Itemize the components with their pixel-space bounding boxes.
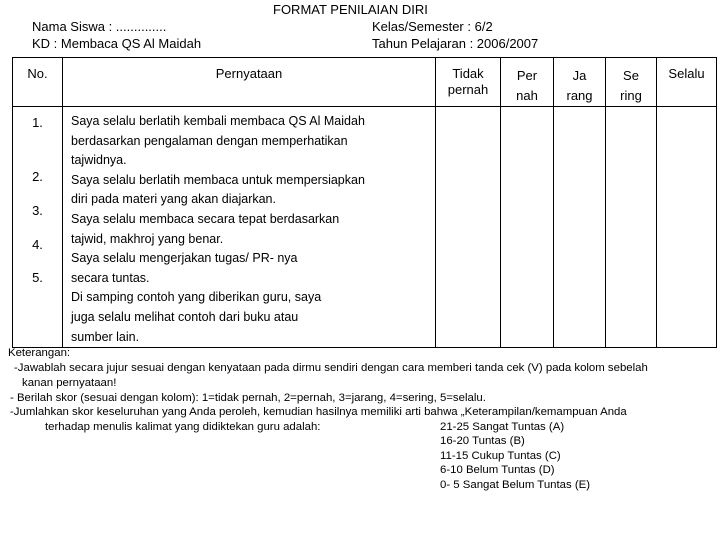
column-header-pernah: Per nah — [501, 58, 554, 107]
kelas-semester-label: Kelas/Semester : 6/2 — [372, 19, 493, 34]
column-header-jarang: Ja rang — [554, 58, 606, 107]
form-title: FORMAT PENILAIAN DIRI — [273, 2, 428, 17]
keterangan-line: kanan pernyataan! — [22, 377, 117, 389]
kd-label: KD : Membaca QS Al Maidah — [32, 36, 202, 51]
statement-line: sumber lain. — [71, 329, 140, 344]
statement-line: Saya selalu berlatih kembali membaca QS Al Maidah — [71, 114, 365, 128]
column-header-pernyataan: Pernyataan — [63, 58, 436, 107]
score-range: 0- 5 Sangat Belum Tuntas (E) — [440, 479, 591, 491]
score-range: 6-10 Belum Tuntas (D) — [440, 464, 555, 476]
score-range: 11-15 Cukup Tuntas (C) — [440, 450, 561, 462]
column-header-sering: Se ring — [606, 58, 657, 107]
item-number: 4. — [32, 237, 43, 252]
statement-line: Saya selalu berlatih membaca untuk mempersiapkan — [71, 172, 365, 187]
checkbox-cell-pernah[interactable] — [501, 107, 554, 348]
statement-line: juga selalu melihat contoh dari buku atau — [71, 309, 299, 324]
checkbox-cell-selalu[interactable] — [657, 107, 717, 348]
column-header-selalu: Selalu — [657, 58, 717, 107]
column-header-tidak-pernah: Tidak pernah — [436, 58, 501, 107]
statement-line: diri pada materi yang akan diajarkan. — [71, 192, 276, 207]
tahun-pelajaran-label: Tahun Pelajaran : 2006/2007 — [372, 36, 539, 51]
column-header-no: No. — [13, 58, 63, 107]
statement-line: tajwidnya. — [71, 153, 127, 168]
statement-line: tajwid, makhroj yang benar. — [71, 231, 224, 246]
item-number: 3. — [32, 203, 43, 218]
statement-line: Di samping contoh yang diberikan guru, saya — [71, 290, 322, 305]
statement-cell — [63, 107, 436, 348]
keterangan-line: terhadap menulis kalimat yang didiktekan guru adalah: — [45, 421, 321, 433]
checkbox-cell-tidak-pernah[interactable] — [436, 107, 501, 348]
item-number: 1. — [32, 115, 43, 130]
nama-siswa-field: Nama Siswa : .............. — [32, 19, 167, 34]
statement-line: berdasarkan pengalaman dengan memperhatikan — [71, 133, 348, 148]
item-number: 2. — [32, 169, 43, 184]
statement-line: secara tuntas. — [71, 270, 150, 285]
keterangan-line: -Jawablah secara jujur sesuai dengan kenyataan pada dirmu sendiri dengan cara memberi tanda cek (V) pada kolom sebelah — [14, 362, 648, 374]
keterangan-line: -Jumlahkan skor keseluruhan yang Anda peroleh, kemudian hasilnya memiliki arti bahwa „Keterampilan/kemampuan Anda — [10, 406, 627, 418]
score-range: 16-20 Tuntas (B) — [440, 435, 525, 447]
checkbox-cell-jarang[interactable] — [554, 107, 606, 348]
checkbox-cell-sering[interactable] — [606, 107, 657, 348]
number-cell — [13, 107, 63, 348]
assessment-table — [12, 57, 717, 348]
keterangan-heading: Keterangan: — [8, 347, 71, 359]
item-number: 5. — [32, 270, 43, 285]
score-range: 21-25 Sangat Tuntas (A) — [440, 421, 565, 433]
statement-line: Saya selalu mengerjakan tugas/ PR- nya — [71, 251, 298, 266]
keterangan-line: - Berilah skor (sesuai dengan kolom): 1=tidak pernah, 2=pernah, 3=jarang, 4=sering, 5=selalu. — [10, 392, 486, 404]
statement-line: Saya selalu membaca secara tepat berdasarkan — [71, 211, 340, 226]
